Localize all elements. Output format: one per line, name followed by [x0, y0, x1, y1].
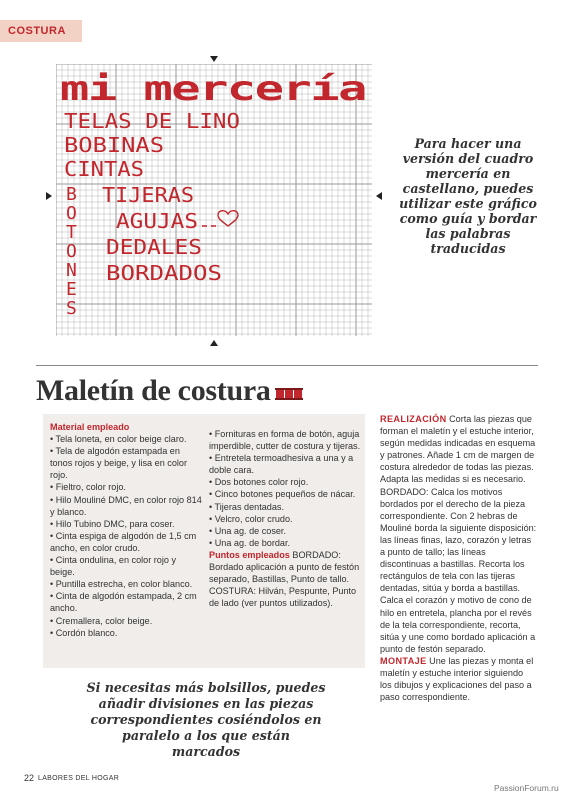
materials-item: • Fieltro, color rojo. [50, 482, 126, 493]
chart-word: E [66, 279, 77, 300]
chart-word: T [66, 222, 77, 243]
materials-item: • Cinta ondulina, en color rojo y beige. [50, 555, 177, 578]
center-marker-left [46, 192, 52, 200]
realizacion-column [380, 413, 537, 703]
materials-item: • Hilo Mouliné DMC, en color rojo 814 y blanco. [50, 494, 202, 517]
materials-column-a [50, 421, 202, 639]
chart-word: O [66, 203, 77, 224]
chart-word: O [66, 241, 77, 262]
materials-item: • Cinta espiga de algodón de 1,5 cm ancho, en color crudo. [50, 530, 197, 553]
materials-item: • Una ag. de coser. [209, 525, 286, 536]
materials-item: • Tela loneta, en color beige claro. [50, 434, 187, 445]
center-marker-right [376, 192, 382, 200]
chart-word: N [66, 260, 77, 281]
chart-word: B [66, 184, 77, 205]
watermark-site: PassionForum.ru [494, 783, 559, 793]
chart-word: AGUJAS [116, 209, 198, 233]
chart-word: mi mercería [60, 69, 366, 109]
materials-heading: Material empleado [50, 422, 130, 432]
materials-item: • Entretela termoadhesiva a una y a doble cara. [209, 453, 354, 476]
materials-item: • Cinco botones pequeños de nácar. [209, 489, 356, 500]
divider [36, 365, 538, 366]
chart-word: BOBINAS [64, 133, 164, 157]
materials-item: • Tijeras dentadas. [209, 501, 284, 512]
materials-item: • Puntilla estrecha, en color blanco. [50, 579, 193, 590]
center-marker-bottom [210, 340, 218, 346]
chart-word: S [66, 298, 77, 319]
magazine-name: LABORES DEL HOGAR [38, 774, 120, 782]
chart-word: TIJERAS [102, 183, 194, 207]
side-quote: Para hacer una versión del cuadro mercería en castellano, puedes utilizar este gráfico como guía y bordar las palabras traducidas [399, 136, 537, 256]
page-number: 22 [24, 773, 35, 783]
montaje-paragraph [380, 655, 537, 703]
puntos-text: BORDADO: Bordado aplicación a punto de festón separado, Bastillas, Punto de tallo. COSTURA: Hilván, Pespunte, Punto de lado (ver puntos utilizados). [209, 549, 360, 609]
section-tag: COSTURA [0, 20, 82, 42]
cross-stitch-chart [56, 64, 372, 336]
heart-icon [218, 211, 238, 226]
chart-word: BORDADOS [106, 261, 222, 285]
chart-word: TELAS DE LINO [64, 109, 240, 133]
puntos-heading: Puntos empleados [209, 549, 290, 560]
page-title: Maletín de costura [36, 374, 271, 407]
realizacion-text: Corta las piezas que forman el maletín y el estuche interior, según medidas indicadas en esquema y patrones. Añade 1 cm de margen de costura alrededor de todas las piezas. Adapta las medidas si es necesario. BORDADO: Calca los motivos bordados por el derecho de la pieza correspondiente. Con 2 hebras de Mouliné borda la siguiente disposición: las líneas finas, lazo, corazón y letras a punto de tallo; las líneas discontinuas a bastillas. Recorta los rectángulos de tela con las tijeras dentadas, sitúa y borda a bastillas. Calca el corazón y motivo de cono de hilo en entretela, plancha por el revés de la tela correspondiente, recorta, sitúa y une como bordado aplicación a punto de festón separado. [380, 414, 537, 654]
materials-item: • Dos botones color rojo. [209, 477, 309, 488]
chart-grid [56, 64, 372, 336]
materials-item: • Tela de algodón estampada en tonos rojos y beige, y lisa en color rojo. [50, 446, 187, 481]
materials-item: • Fornituras en forma de botón, aguja imperdible, cutter de costura y tijeras. [209, 429, 361, 452]
title-row [36, 374, 303, 408]
materials-item: • Cremallera, color beige. [50, 615, 153, 626]
center-marker-top [210, 56, 218, 62]
realizacion-paragraph [380, 413, 537, 655]
footer [24, 773, 119, 783]
materials-item: • Una ag. de bordar. [209, 537, 291, 548]
chart-word: CINTAS [64, 157, 144, 181]
materials-column-b [209, 428, 361, 609]
chart-word: DEDALES [106, 235, 202, 259]
spool-icon [276, 388, 303, 400]
materials-item: • Velcro, color crudo. [209, 513, 293, 524]
materials-item: • Cordón blanco. [50, 627, 118, 638]
montaje-text: Une las piezas y monta el maletín y estuche interior siguiendo los dibujos y explicaciones del paso a paso correspondiente. [380, 655, 534, 703]
materials-item: • Hilo Tubino DMC, para coser. [50, 518, 175, 529]
materials-item: • Cinta de algodón estampada, 2 cm ancho. [50, 591, 197, 614]
realizacion-heading: REALIZACIÓN [380, 414, 447, 424]
puntos-paragraph [209, 549, 361, 609]
montaje-heading: MONTAJE [380, 655, 427, 666]
bottom-quote: Si necesitas más bolsillos, puedes añadir divisiones en las piezas correspondientes cosiéndolos en paralelo a los que están marcados [86, 680, 326, 759]
